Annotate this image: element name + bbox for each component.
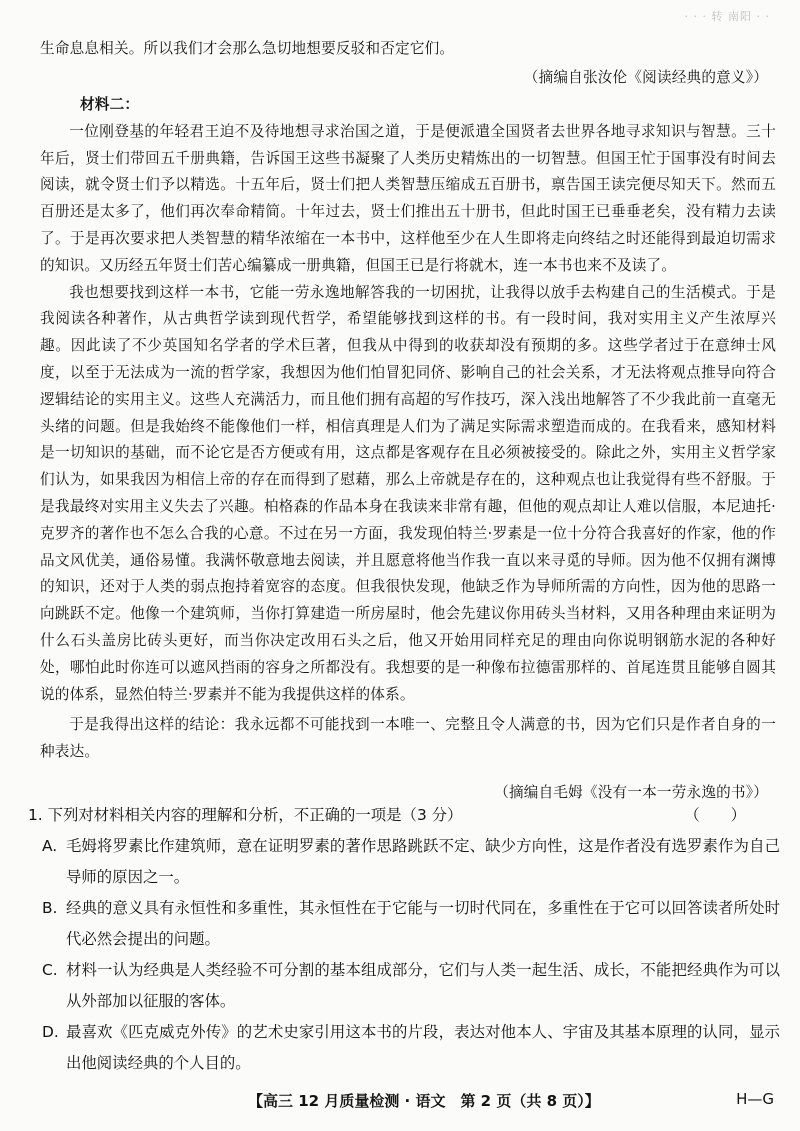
option-d-text: 最喜欢《匹克威克外传》的艺术史家引用这本书的片段，表达对他本人、宇宙及其基本原理的认同，显示出他阅读经典的个人目的。 bbox=[66, 1023, 780, 1072]
option-d-label: D. bbox=[42, 1023, 59, 1041]
material-one-last-paragraph: 生命息息相关。所以我们才会那么急切地想要反驳和否定它们。 bbox=[40, 40, 455, 57]
option-b-label: B. bbox=[42, 899, 58, 917]
question-one bbox=[28, 800, 780, 1079]
material-two-paragraph-2: 我也想要找到这样一本书，它能一劳永逸地解答我的一切困扰，让我得以放手去构建自己的生活模式。于是我阅读各种著作，从古典哲学读到现代哲学，希望能够找到这样的书。有一段时间，我对实用主义产生浓厚兴趣。因此读了不少英国知名学者的学术巨著，但我从中得到的收获却没有预期的多。这些学者过于在意绅士风度，以至于无法成为一流的哲学家，我想因为他们怕冒犯同侪、影响自己的社会关系，才无法将观点推导向符合逻辑结论的实用主义。这些人充满活力，而且他们拥有高超的写作技巧，深入浅出地解答了不少我此前一直毫无头绪的问题。但是我始终不能像他们一样，相信真理是人们为了满足实际需求塑造而成的。在我看来，感知材料是一切知识的基础，而不论它是否方便或有用，这点都是客观存在且必须被接受的。除此之外，实用主义哲学家们认为，如果我因为相信上帝的存在而得到了慰藉，那么上帝就是存在的，这种观点也让我觉得有些不舒服。于是我最终对实用主义失去了兴趣。柏格森的作品本身在我读来非常有趣，但他的观点却让人难以信服，本尼迪托·克罗齐的著作也不怎么合我的心意。不过在另一方面，我发现伯特兰·罗素是一位十分符合我喜好的作家，他的作品文风优美，通俗易懂。我满怀敬意地去阅读，并且愿意将他当作我一直以来寻觅的导师。因为他不仅拥有渊博的知识，还对于人类的弱点抱持着宽容的态度。但我很快发现，他缺乏作为导师所需的方向性，因为他的思路一向跳跃不定。他像一个建筑师，当你打算建造一所房屋时，他会先建议你用砖头当材料，又用各种理由来证明为什么石头盖房比砖头更好，而当你决定改用石头之后，他又开始用同样充足的理由向你说明钢筋水泥的各种好处，哪怕此时你连可以遮风挡雨的容身之所都没有。我想要的是一种像布拉德雷那样的、首尾连贯且能够自圆其说的体系，显然伯特兰·罗素并不能为我提供这样的体系。 bbox=[40, 283, 776, 703]
answer-blank: （ ） bbox=[684, 806, 746, 824]
scan-watermark: · · · 转 南阳 · · bbox=[684, 10, 770, 23]
paper-code: H—G bbox=[736, 1090, 774, 1108]
material-two-paragraph-3: 于是我得出这样的结论：我永远都不可能找到一本唯一、完整且令人满意的书，因为它们只是作者自身的一种表达。 bbox=[40, 716, 776, 761]
question-one-stem bbox=[28, 800, 780, 831]
exam-info: 【高三 12 月质量检测 · 语文 第 2 页（共 8 页）】 bbox=[248, 1092, 600, 1110]
option-b bbox=[28, 893, 780, 955]
option-d bbox=[28, 1017, 780, 1079]
material-two-heading: 材料二： bbox=[80, 96, 140, 113]
material-two-paragraph-1: 一位刚登基的年轻君王迫不及待地想寻求治国之道，于是便派遣全国贤者去世界各地寻求知识与智慧。三十年后，贤士们带回五千册典籍，告诉国王这些书凝聚了人类历史精炼出的一切智慧。但国王忙于国事没有时间去阅读，就令贤士们予以精选。十五年后，贤士们把人类智慧压缩成五百册书，禀告国王读完便尽知天下。然而五百册还是太多了，他们再次奉命精简。十年过去，贤士们推出五十册书，但此时国王已垂垂老矣，没有精力去读了。于是再次要求把人类智慧的精华浓缩在一本书中，这样他至少在人生即将走向终结之时还能得到最迫切需求的知识。又历经五年贤士们苦心编纂成一册典籍，但国王已是行将就木，连一本书也来不及读了。 bbox=[40, 122, 776, 274]
material-two bbox=[40, 92, 776, 807]
material-one-source: （摘编自张汝伦《阅读经典的意义》） bbox=[523, 68, 768, 86]
option-a-text: 毛姆将罗素比作建筑师，意在证明罗素的著作思路跳跃不定、缺少方向性，这是作者没有选罗素作为自己导师的原因之一。 bbox=[66, 837, 780, 886]
question-one-text: 1. 下列对材料相关内容的理解和分析，不正确的一项是（3 分） bbox=[28, 806, 463, 824]
option-a-label: A. bbox=[42, 837, 58, 855]
option-c bbox=[28, 955, 780, 1017]
option-c-text: 材料一认为经典是人类经验不可分割的基本组成部分，它们与人类一起生活、成长，不能把经典作为可以从外部加以征服的客体。 bbox=[66, 961, 780, 1010]
material-one-tail bbox=[40, 36, 776, 92]
option-b-text: 经典的意义具有永恒性和多重性，其永恒性在于它能与一切时代同在，多重性在于它可以回答读者所处时代必然会提出的问题。 bbox=[66, 899, 780, 948]
material-two-source: （摘编自毛姆《没有一本一劳永逸的书》） bbox=[494, 783, 768, 801]
option-c-label: C. bbox=[42, 961, 58, 979]
option-a bbox=[28, 831, 780, 893]
